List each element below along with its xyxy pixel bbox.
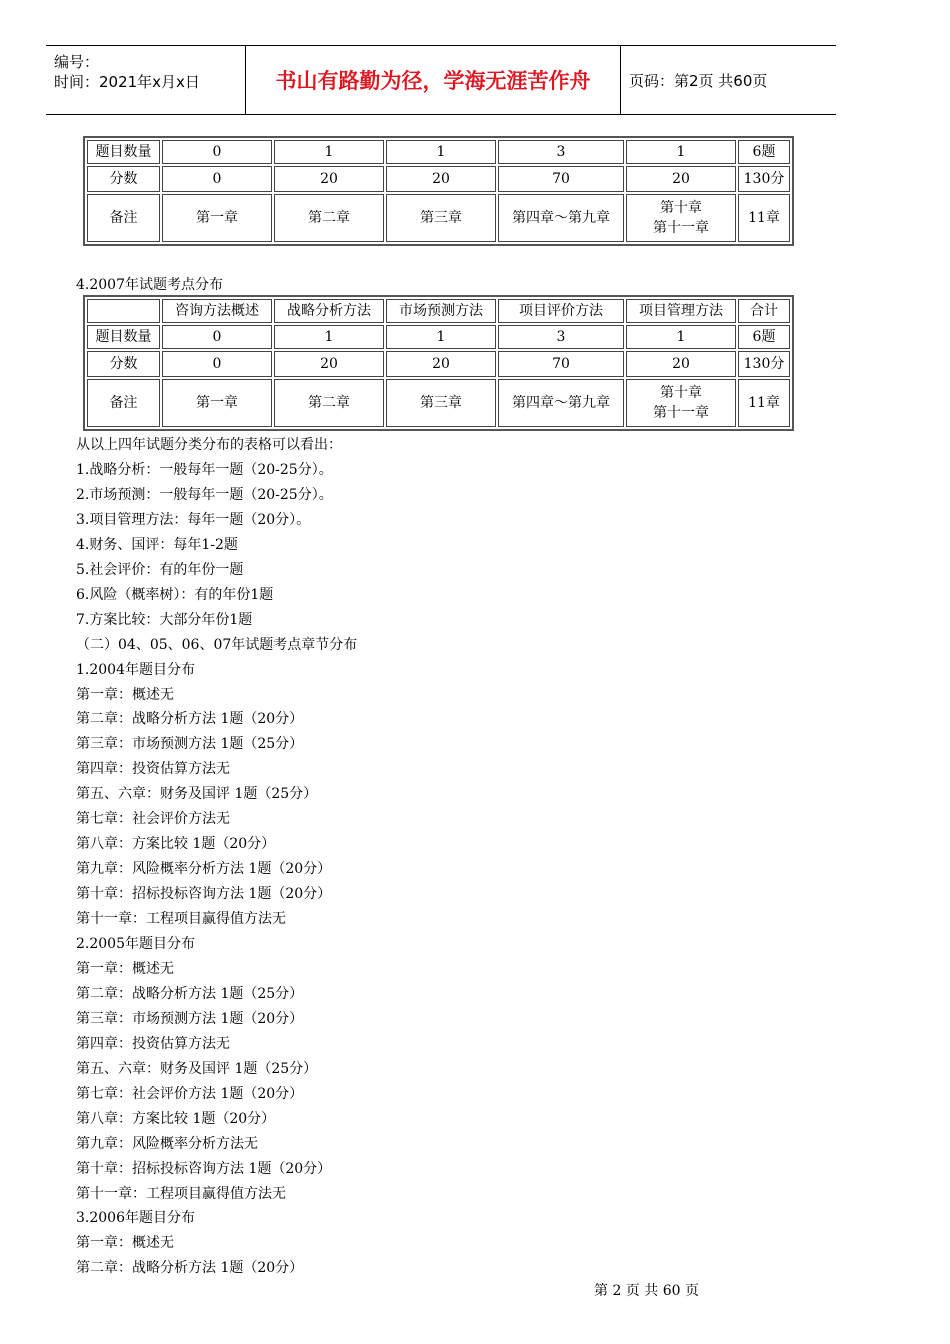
table-header-row bbox=[87, 299, 790, 323]
table-cell: 20 bbox=[626, 351, 736, 377]
table-cell: 第十章 第十一章 bbox=[626, 379, 736, 427]
body-line: 第二章：战略分析方法 1题（20分） bbox=[76, 711, 304, 728]
table-row bbox=[87, 379, 790, 427]
table-cell: 备注 bbox=[87, 194, 160, 242]
table-cell: 第一章 bbox=[162, 194, 272, 242]
header-meta bbox=[46, 46, 246, 114]
table-cell: 20 bbox=[274, 166, 384, 192]
table-header-cell: 合计 bbox=[738, 299, 790, 323]
body-line: 第十一章：工程项目赢得值方法无 bbox=[76, 911, 286, 928]
table-cell: 70 bbox=[498, 166, 624, 192]
page-footer: 第 2 页 共 60 页 bbox=[594, 1283, 699, 1299]
table-header-cell bbox=[87, 299, 160, 323]
body-line: 第一章：概述无 bbox=[76, 1235, 174, 1252]
table-row bbox=[87, 140, 790, 164]
body-line: 第十一章：工程项目赢得值方法无 bbox=[76, 1185, 286, 1202]
body-line: 第一章：概述无 bbox=[76, 686, 174, 703]
table-cell: 0 bbox=[162, 166, 272, 192]
body-line: 第九章：风险概率分析方法无 bbox=[76, 1135, 258, 1152]
table-header-cell: 项目管理方法 bbox=[626, 299, 736, 323]
body-line: 第四章：投资估算方法无 bbox=[76, 1035, 230, 1052]
body-line: 1.战略分析：一般每年一题（20-25分）。 bbox=[76, 461, 333, 478]
table-header-cell: 市场预测方法 bbox=[386, 299, 496, 323]
table-row bbox=[87, 351, 790, 377]
table-cell: 20 bbox=[274, 351, 384, 377]
table-cell: 第二章 bbox=[274, 194, 384, 242]
body-line: 5.社会评价：有的年份一题 bbox=[76, 561, 244, 578]
table-cell: 130分 bbox=[738, 166, 790, 192]
body-line: 第五、六章：财务及国评 1题（25分） bbox=[76, 786, 318, 803]
table-cell: 1 bbox=[626, 325, 736, 349]
table-cell: 0 bbox=[162, 140, 272, 164]
score-table-2007 bbox=[83, 295, 794, 431]
document-number-label: 编号： bbox=[54, 53, 100, 71]
body-line: 第三章：市场预测方法 1题（20分） bbox=[76, 1010, 304, 1027]
table-cell: 题目数量 bbox=[87, 140, 160, 164]
body-line: 3.项目管理方法：每年一题（20分）。 bbox=[76, 511, 311, 528]
score-table-body bbox=[87, 140, 790, 242]
body-line: 第三章：市场预测方法 1题（25分） bbox=[76, 736, 304, 753]
body-line: 7.方案比较：大部分年份1题 bbox=[76, 611, 253, 628]
table-cell: 第三章 bbox=[386, 379, 496, 427]
body-line: 2.市场预测：一般每年一题（20-25分）。 bbox=[76, 486, 333, 503]
table-header-cell: 战略分析方法 bbox=[274, 299, 384, 323]
body-line: 第四章：投资估算方法无 bbox=[76, 761, 230, 778]
table-cell: 备注 bbox=[87, 379, 160, 427]
table-cell: 分数 bbox=[87, 166, 160, 192]
body-line: 第十章：招标投标咨询方法 1题（20分） bbox=[76, 886, 332, 903]
table-cell: 0 bbox=[162, 325, 272, 349]
body-line: 第二章：战略分析方法 1题（20分） bbox=[76, 1260, 304, 1277]
table-cell: 11章 bbox=[738, 194, 790, 242]
body-line: 第九章：风险概率分析方法 1题（20分） bbox=[76, 861, 332, 878]
body-line: （二）04、05、06、07年试题考点章节分布 bbox=[76, 636, 358, 653]
table-cell: 6题 bbox=[738, 140, 790, 164]
header-motto: 书山有路勤为径，学海无涯苦作舟 bbox=[246, 46, 621, 114]
body-line: 1.2004年题目分布 bbox=[76, 661, 195, 678]
table-cell: 第三章 bbox=[386, 194, 496, 242]
body-line: 3.2006年题目分布 bbox=[76, 1210, 195, 1227]
table-row bbox=[87, 194, 790, 242]
table-cell: 1 bbox=[386, 325, 496, 349]
table-cell: 分数 bbox=[87, 351, 160, 377]
table-cell: 11章 bbox=[738, 379, 790, 427]
body-line: 第一章：概述无 bbox=[76, 960, 174, 977]
table-row bbox=[87, 325, 790, 349]
body-line: 第七章：社会评价方法 1题（20分） bbox=[76, 1085, 304, 1102]
body-line: 第五、六章：财务及国评 1题（25分） bbox=[76, 1060, 318, 1077]
table-cell: 题目数量 bbox=[87, 325, 160, 349]
page-header bbox=[46, 45, 836, 115]
body-line: 第七章：社会评价方法无 bbox=[76, 811, 230, 828]
body-line: 从以上四年试题分类分布的表格可以看出： bbox=[76, 437, 342, 453]
body-line: 第二章：战略分析方法 1题（25分） bbox=[76, 985, 304, 1002]
table-cell: 20 bbox=[626, 166, 736, 192]
header-page-info: 页码：第2页 共60页 bbox=[629, 71, 768, 90]
table-cell: 20 bbox=[386, 166, 496, 192]
body-line: 第十章：招标投标咨询方法 1题（20分） bbox=[76, 1160, 332, 1177]
table-cell: 3 bbox=[498, 140, 624, 164]
body-line: 2.2005年题目分布 bbox=[76, 936, 195, 952]
body-line: 第八章：方案比较 1题（20分） bbox=[76, 1110, 276, 1127]
table-cell: 1 bbox=[626, 140, 736, 164]
table-cell: 第四章～第九章 bbox=[498, 194, 624, 242]
body-line: 4.财务、国评：每年1-2题 bbox=[76, 536, 238, 553]
score-table-continued bbox=[83, 136, 794, 246]
score-table-2007-head bbox=[87, 299, 790, 323]
table-cell: 70 bbox=[498, 351, 624, 377]
table-cell: 1 bbox=[274, 140, 384, 164]
table-cell: 130分 bbox=[738, 351, 790, 377]
table-cell: 1 bbox=[274, 325, 384, 349]
table-cell: 第四章～第九章 bbox=[498, 379, 624, 427]
table-cell: 0 bbox=[162, 351, 272, 377]
table-header-cell: 项目评价方法 bbox=[498, 299, 624, 323]
score-table-2007-body bbox=[87, 325, 790, 427]
table-cell: 1 bbox=[386, 140, 496, 164]
document-time-label: 时间：2021年x月x日 bbox=[54, 73, 200, 91]
table-cell: 20 bbox=[386, 351, 496, 377]
table-row bbox=[87, 166, 790, 192]
table-cell: 6题 bbox=[738, 325, 790, 349]
table-cell: 第十章 第十一章 bbox=[626, 194, 736, 242]
body-line: 6.风险（概率树）：有的年份1题 bbox=[76, 586, 274, 603]
table-header-cell: 咨询方法概述 bbox=[162, 299, 272, 323]
section-2007-title: 4.2007年试题考点分布 bbox=[76, 277, 223, 293]
table-cell: 3 bbox=[498, 325, 624, 349]
table-cell: 第一章 bbox=[162, 379, 272, 427]
body-line: 第八章：方案比较 1题（20分） bbox=[76, 836, 276, 853]
table-cell: 第二章 bbox=[274, 379, 384, 427]
